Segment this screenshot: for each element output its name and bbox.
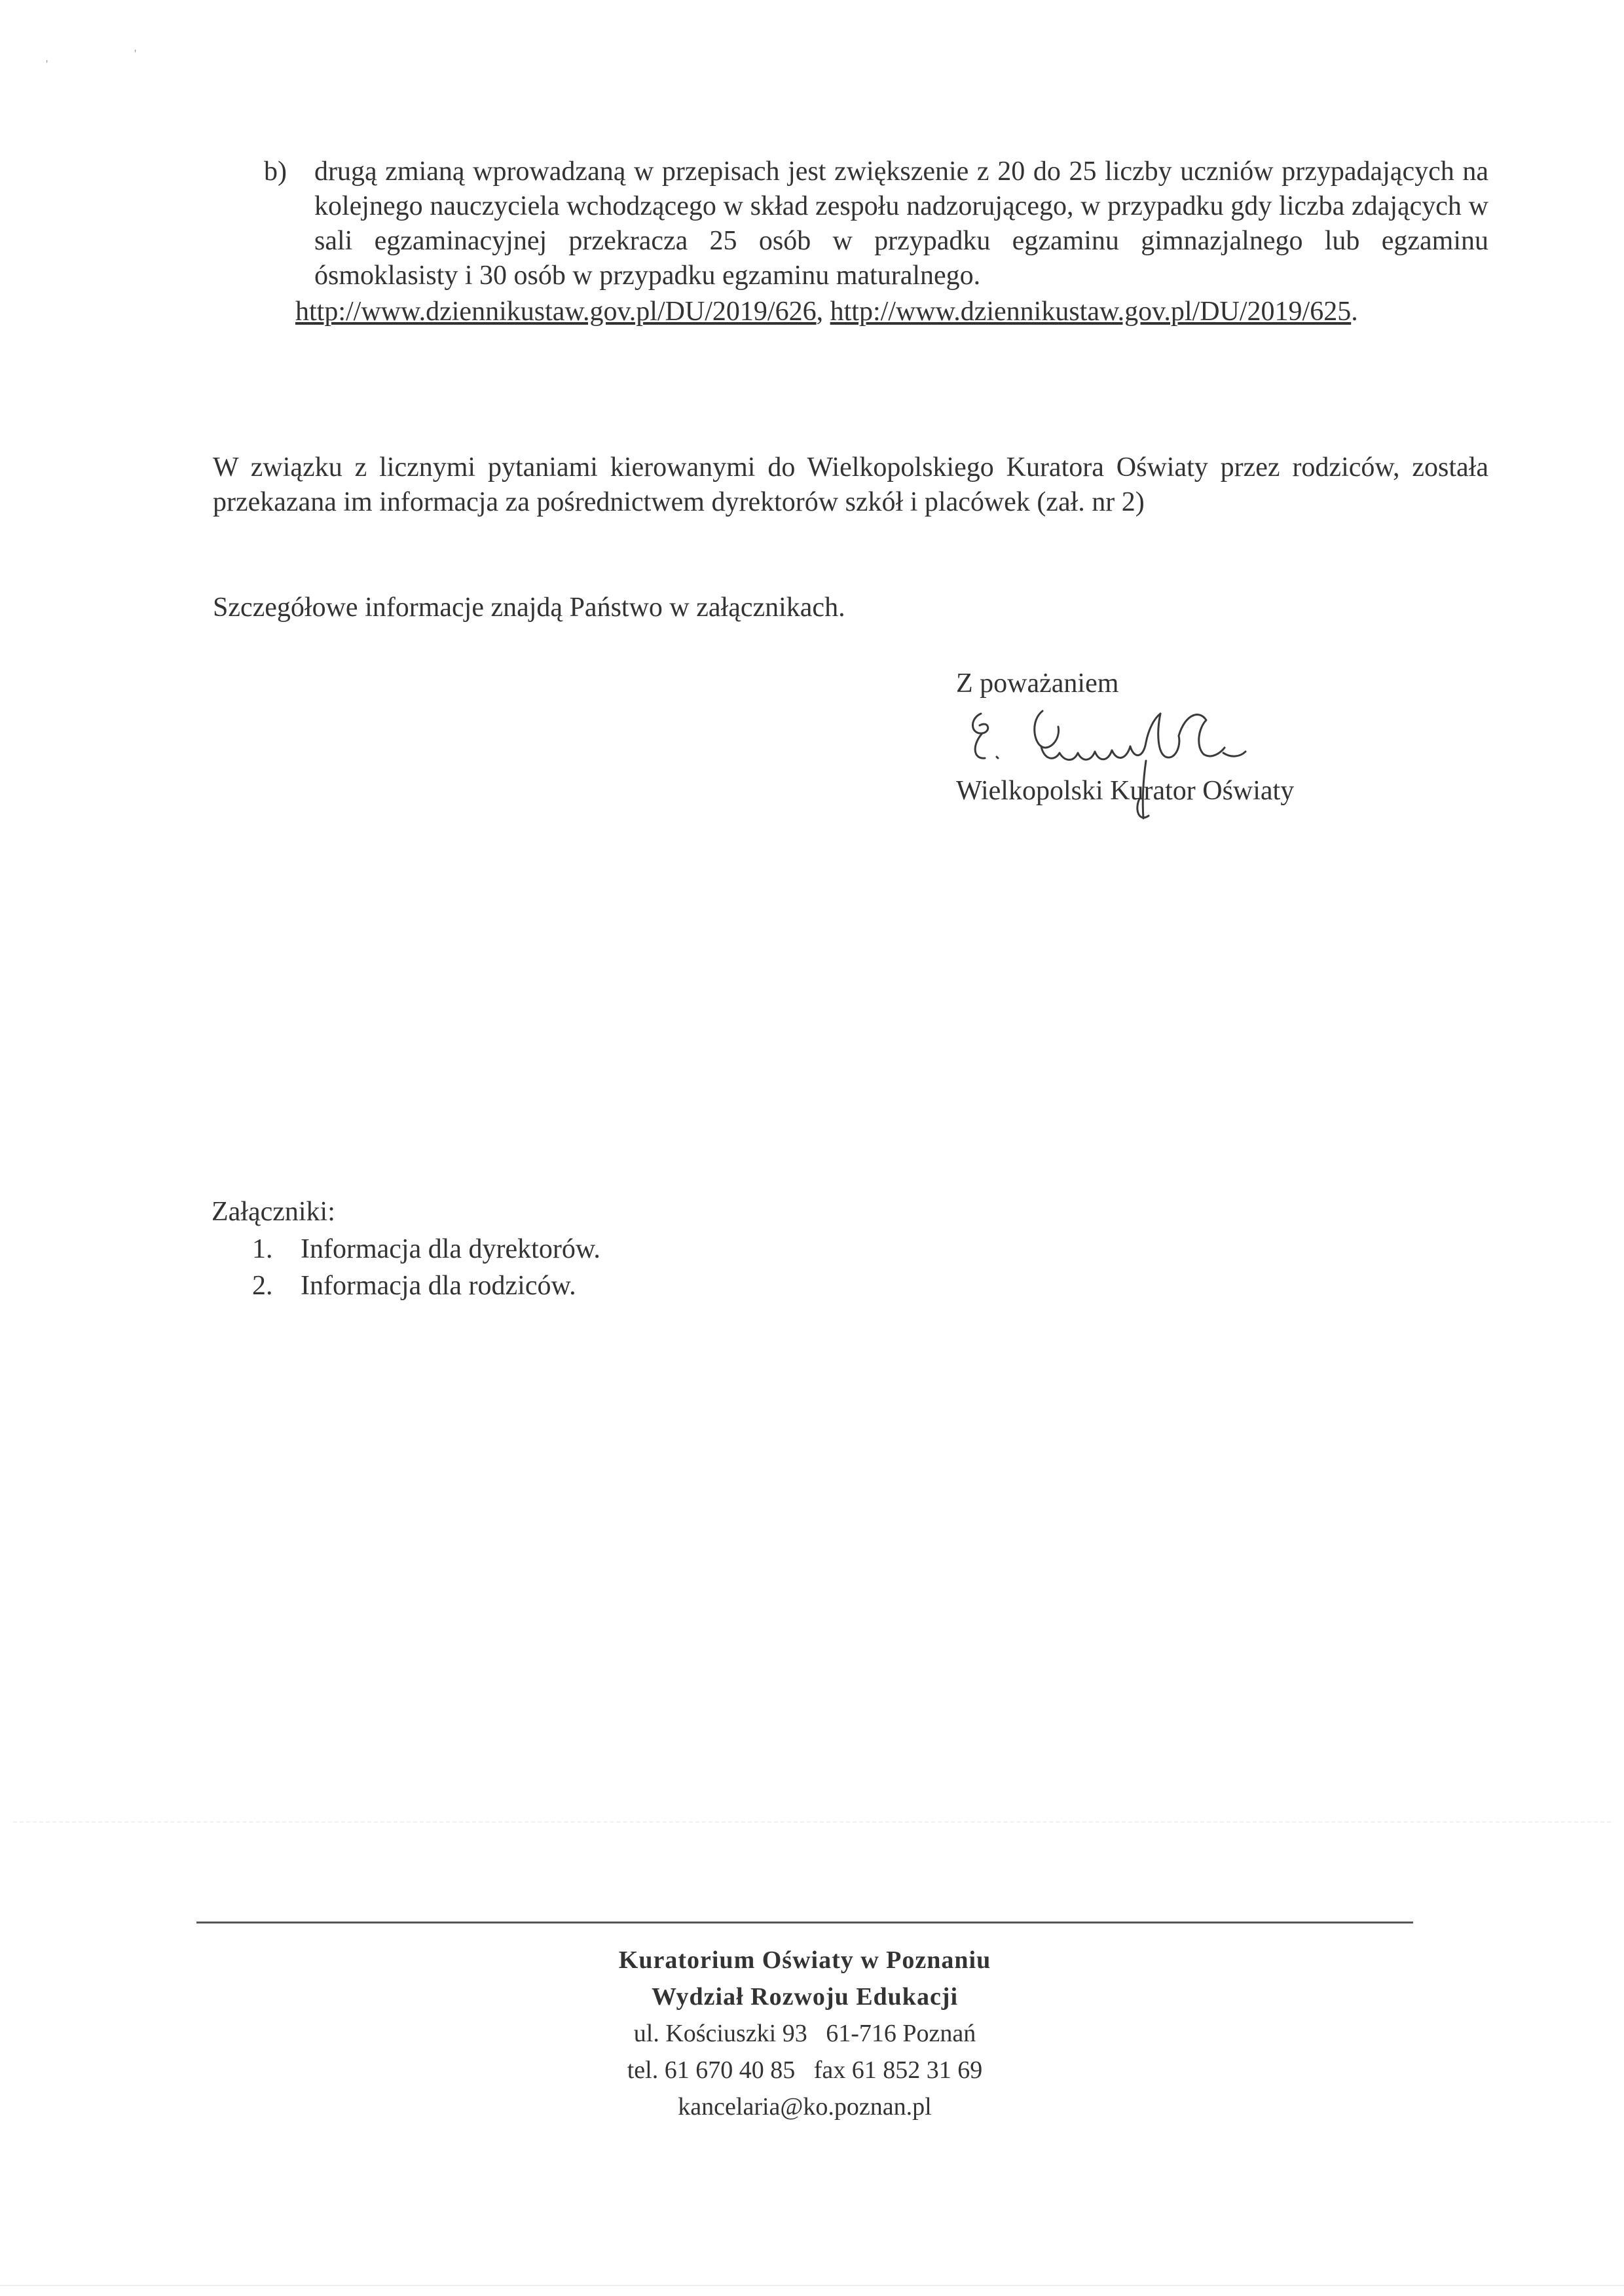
attachment-number: 1. <box>252 1234 273 1264</box>
paragraph-parents-info: W związku z licznymi pytaniami kierowanymi do Wielkopolskiego Kuratora Oświaty przez rodziców, została przekazana im informacja za pośrednictwem dyrektorów szkół i placówek (zał. nr 2) <box>213 452 1488 517</box>
footer-address: ul. Kościuszki 93 61-716 Poznań <box>633 2020 976 2047</box>
list-item <box>252 1267 600 1304</box>
list-item-text: drugą zmianą wprowadzaną w przepisach jest zwiększenie z 20 do 25 liczby uczniów przypadających na kolejnego nauczyciela wchodzącego w skład zespołu nadzorującego, w przypadku gdy liczba zdających w sali egzaminacyjnej przekracza 25 osób w przypadku egzaminu gimnazjalnego lub egzaminu ósmoklasisty i 30 osób w przypadku egzaminu maturalnego. <box>314 156 1488 291</box>
paragraph-details: Szczegółowe informacje znajdą Państwo w załącznikach. <box>213 592 845 623</box>
scan-mark: ' <box>46 58 48 71</box>
list-item <box>252 1231 600 1267</box>
closing-phrase: Z poważaniem <box>956 668 1119 699</box>
footer-email: kancelaria@ko.poznan.pl <box>678 2093 932 2121</box>
scan-mark: ' <box>134 47 137 60</box>
legal-link-2[interactable]: http://www.dziennikustaw.gov.pl/DU/2019/625 <box>830 297 1352 327</box>
list-item-label: b) <box>264 156 287 187</box>
attachments-heading: Załączniki: <box>212 1197 335 1227</box>
attachment-number: 2. <box>252 1271 273 1301</box>
signer-title: Wielkopolski Kurator Oświaty <box>956 776 1295 806</box>
footer-divider <box>196 1922 1413 1923</box>
legal-link-1[interactable]: http://www.dziennikustaw.gov.pl/DU/2019/626 <box>295 297 817 327</box>
footer-institution: Kuratorium Oświaty w Poznaniu <box>618 1946 991 1974</box>
scan-edge <box>0 2285 1624 2286</box>
attachments-list <box>252 1231 600 1304</box>
list-item-b <box>264 155 1488 329</box>
letterhead-footer <box>196 1942 1413 2125</box>
footer-department: Wydział Rozwoju Edukacji <box>651 1983 959 2011</box>
scan-artifact-line <box>13 1821 1611 1823</box>
handwritten-signature <box>963 694 1264 845</box>
footer-phone-fax: tel. 61 670 40 85 fax 61 852 31 69 <box>627 2056 983 2084</box>
attachment-title: Informacja dla rodziców. <box>301 1271 576 1301</box>
links-separator: , <box>816 297 830 327</box>
attachment-title: Informacja dla dyrektorów. <box>301 1234 600 1264</box>
links-end: . <box>1351 297 1358 327</box>
legal-links <box>295 295 1488 329</box>
